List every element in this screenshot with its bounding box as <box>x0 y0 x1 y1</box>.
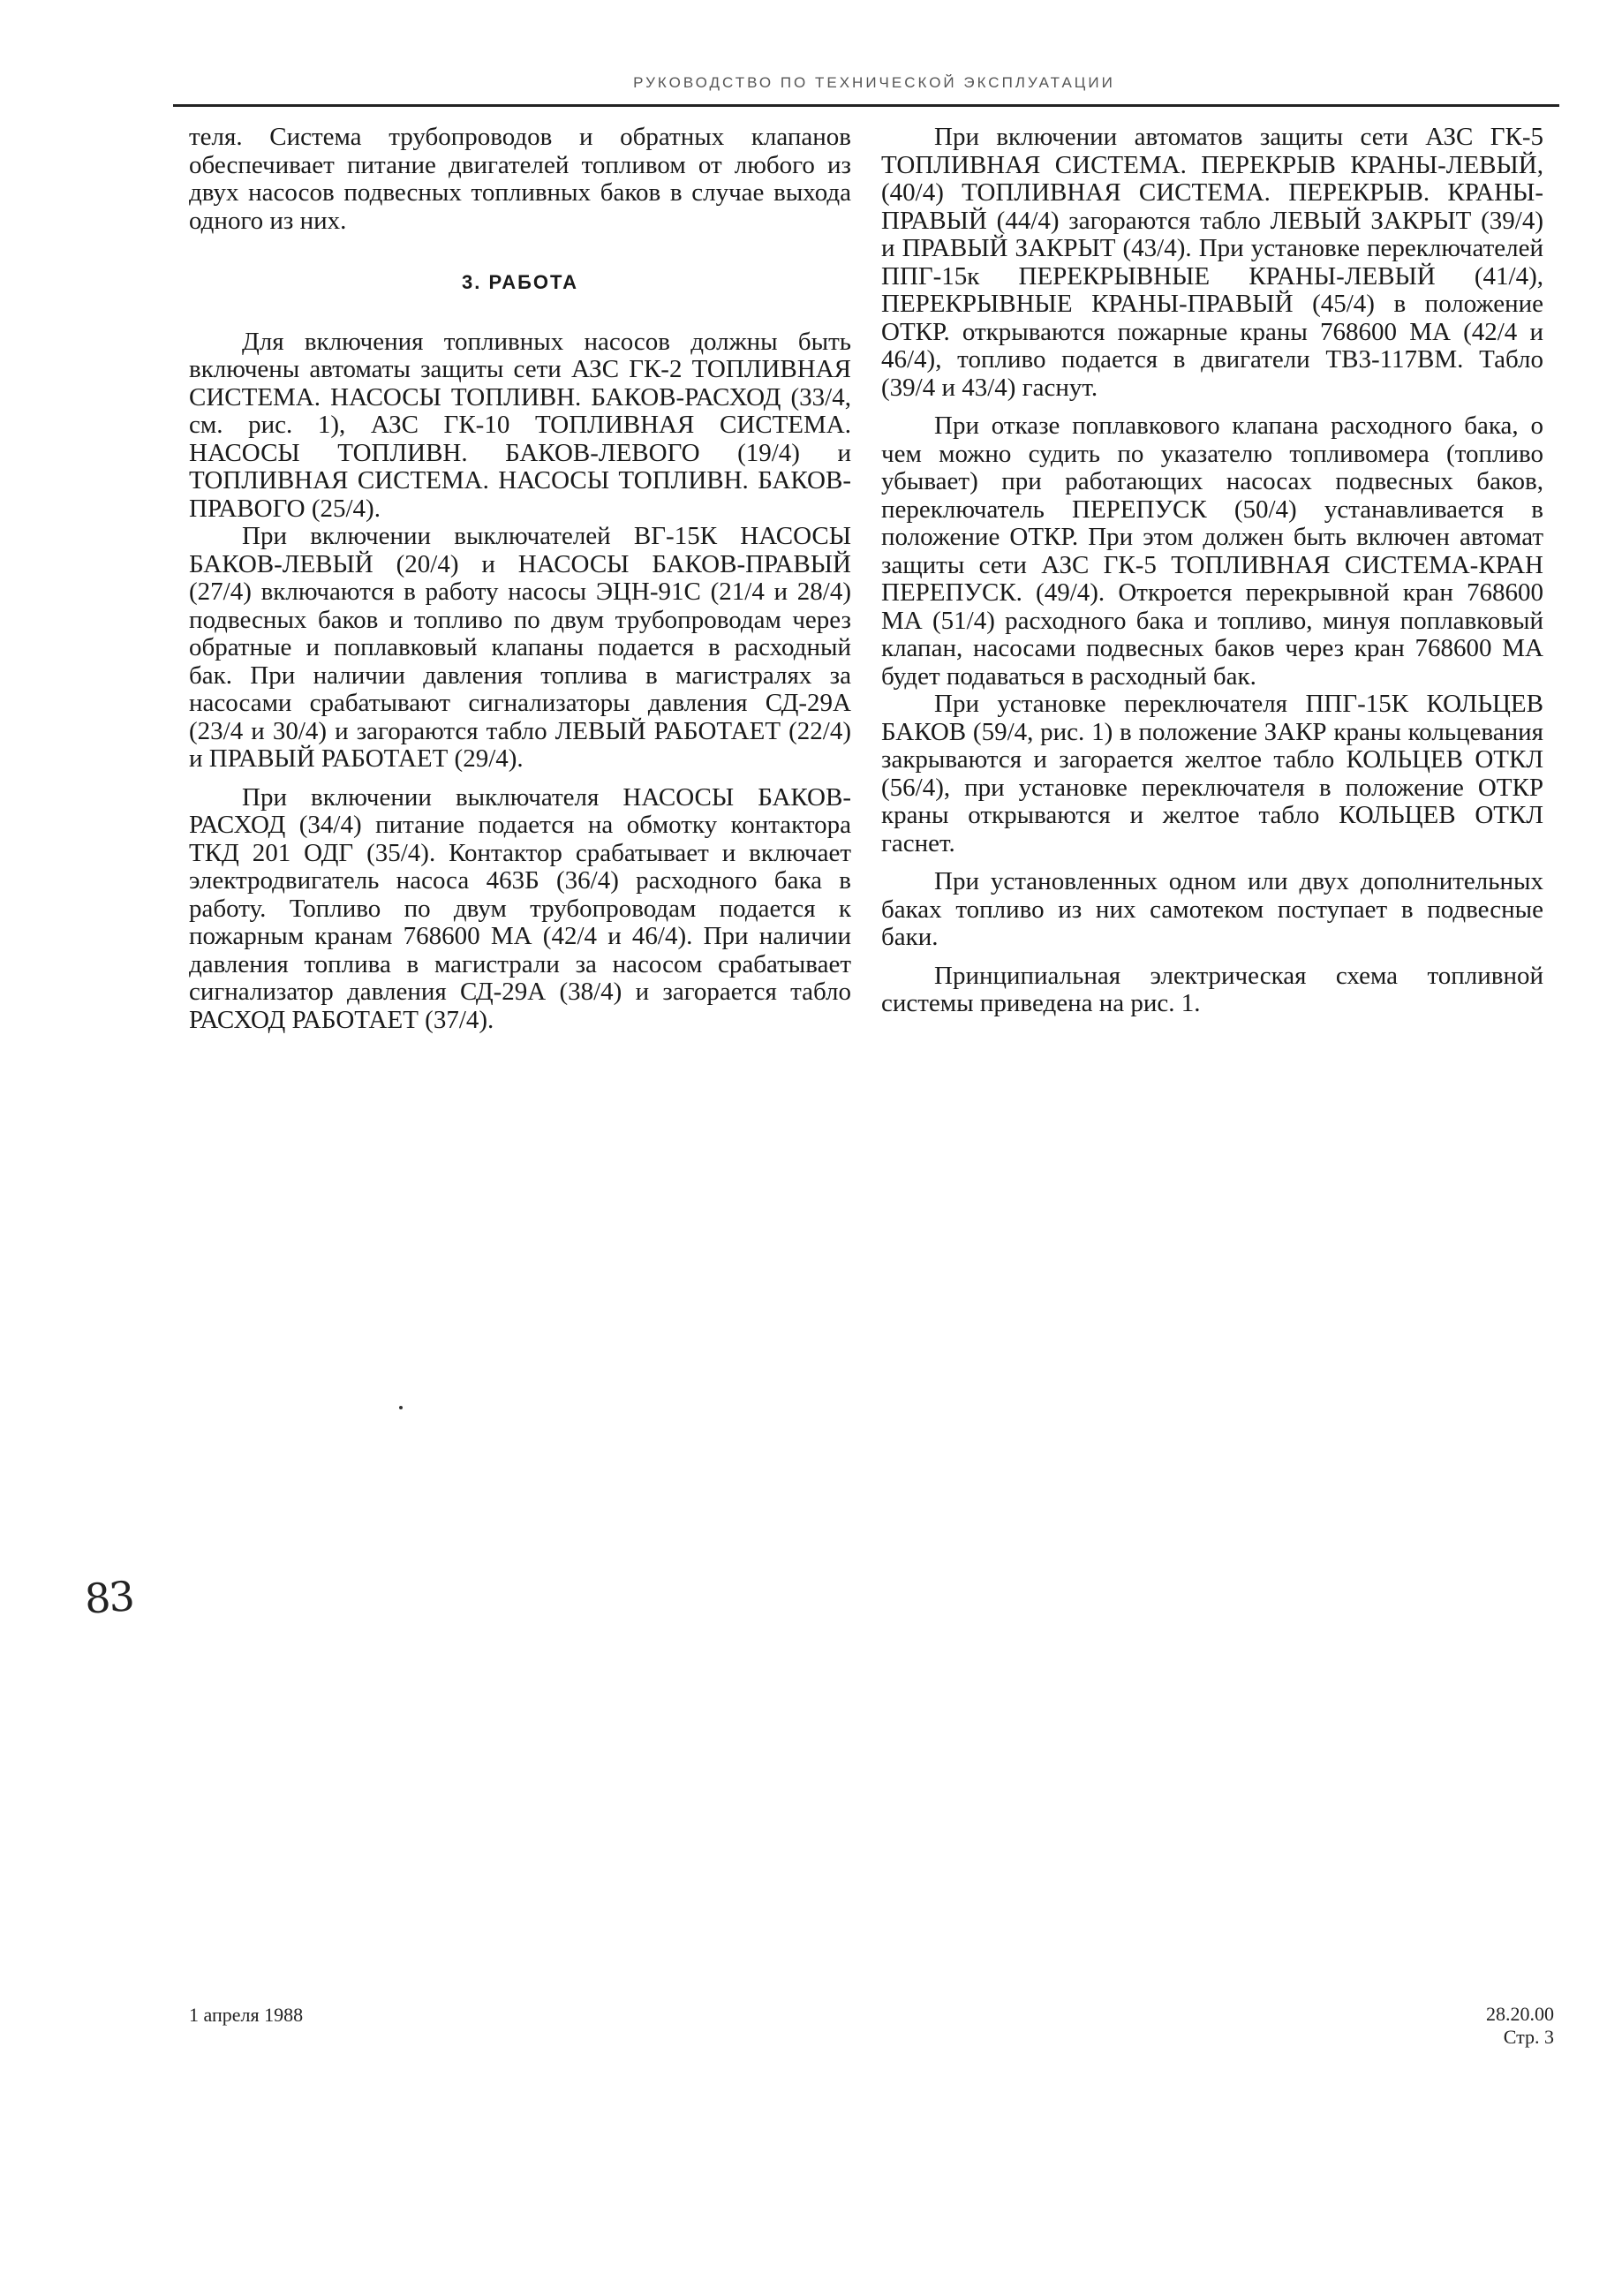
paragraph-additional-tanks: При установленных одном или двух дополнительных баках топливо из них самотеком поступает в подвесные баки. <box>881 867 1543 951</box>
footer-page-number: Стр. 3 <box>1503 2026 1554 2048</box>
footer-code-block <box>1439 2003 1554 2049</box>
header-rule <box>173 104 1559 107</box>
paragraph-crossfeed: При установке переключателя ППГ-15К КОЛЬЦЕВ БАКОВ (59/4, рис. 1) в положение ЗАКР краны кольцевания закрываются и загорается желтое табло КОЛЬЦЕВ ОТКЛ (56/4), при установке переключателя в положение ОТКР краны открываются и желтое табло КОЛЬЦЕВ ОТКЛ гаснет. <box>881 690 1543 857</box>
paragraph-consumable-pump: При включении выключателя НАСОСЫ БАКОВ-РАСХОД (34/4) питание подается на обмотку контактора ТКД 201 ОДГ (35/4). Контактор срабатывает и включает электродвигатель насоса 463Б (36/4) расходного бака в работу. Топливо по двум трубопроводам подается к пожарным кранам 768600 МА (42/4 и 46/4). При наличии давления топлива в магистрали за насосом срабатывает сигнализатор давления СД-29А (38/4) и загорается табло РАСХОД РАБОТАЕТ (37/4). <box>189 782 851 1034</box>
scan-dot <box>399 1406 403 1409</box>
running-head: РУКОВОДСТВО ПО ТЕХНИЧЕСКОЙ ЭКСПЛУАТАЦИИ <box>633 74 1115 91</box>
paragraph-pump-breakers: Для включения топливных насосов должны быть включены автоматы защиты сети АЗС ГК-2 ТОПЛИВНАЯ СИСТЕМА. НАСОСЫ ТОПЛИВН. БАКОВ-РАСХОД (33/4, см. рис. 1), АЗС ГК-10 ТОПЛИВНАЯ СИСТЕМА. НАСОСЫ ТОПЛИВН. БАКОВ-ЛЕВОГО (19/4) и ТОПЛИВНАЯ СИСТЕМА. НАСОСЫ ТОПЛИВН. БАКОВ-ПРАВОГО (25/4). <box>189 327 851 523</box>
footer-section-code: 28.20.00 <box>1486 2003 1554 2025</box>
paragraph-schematic-reference: Принципиальная электрическая схема топливной системы приведена на рис. 1. <box>881 961 1543 1017</box>
paragraph-pump-switches: При включении выключателей ВГ-15К НАСОСЫ БАКОВ-ЛЕВЫЙ (20/4) и НАСОСЫ БАКОВ-ПРАВЫЙ (27/4) включаются в работу насосы ЭЦН-91С (21/4 и 28/4) подвесных баков и топливо по двум трубопроводам через обратные и поплавковый клапаны подается в расходный бак. При наличии давления топлива в магистралях за насосами срабатывают сигнализаторы давления СД-29А (23/4 и 30/4) и загораются табло ЛЕВЫЙ РАБОТАЕТ (22/4) и ПРАВЫЙ РАБОТАЕТ (29/4). <box>189 522 851 773</box>
handwritten-page-number: 83 <box>83 1572 135 1623</box>
footer-date: 1 апреля 1988 <box>189 2004 304 2026</box>
right-column <box>881 124 1543 1018</box>
intro-paragraph: теля. Система трубопроводов и обратных клапанов обеспечивает питание двигателей топливом от любого из двух насосов подвесных топливных баков в случае выхода одного из них. <box>189 123 851 235</box>
section-heading: 3. РАБОТА <box>462 271 578 293</box>
paragraph-float-valve-failure: При отказе поплавкового клапана расходного бака, о чем можно судить по указателю топливомера (топливо убывает) при работающих насосах подвесных баков, переключатель ПЕРЕПУСК (50/4) устанавливается в положение ОТКР. При этом должен быть включен автомат защиты сети АЗС ГК-5 ТОПЛИВНАЯ СИСТЕМА-КРАН ПЕРЕПУСК. (49/4). Откроется перекрывной кран 768600 МА (51/4) расходного бака и топливо, минуя поплавковый клапан, насосами подвесных баков через кран 768600 МА будет подаваться в расходный бак. <box>881 412 1543 691</box>
left-column <box>189 124 851 1034</box>
paragraph-shutoff-valves: При включении автоматов защиты сети АЗС ГК-5 ТОПЛИВНАЯ СИСТЕМА. ПЕРЕКРЫВ КРАНЫ-ЛЕВЫЙ, (40/4) ТОПЛИВНАЯ СИСТЕМА. ПЕРЕКРЫВ. КРАНЫ-ПРАВЫЙ (44/4) загораются табло ЛЕВЫЙ ЗАКРЫТ (39/4) и ПРАВЫЙ ЗАКРЫТ (43/4). При установке переключателей ППГ-15к ПЕРЕКРЫВНЫЕ КРАНЫ-ЛЕВЫЙ (41/4), ПЕРЕКРЫВНЫЕ КРАНЫ-ПРАВЫЙ (45/4) в положение ОТКР. открываются пожарные краны 768600 МА (42/4 и 46/4), топливо подается в двигатели ТВ3-117ВМ. Табло (39/4 и 43/4) гаснут. <box>881 123 1543 402</box>
